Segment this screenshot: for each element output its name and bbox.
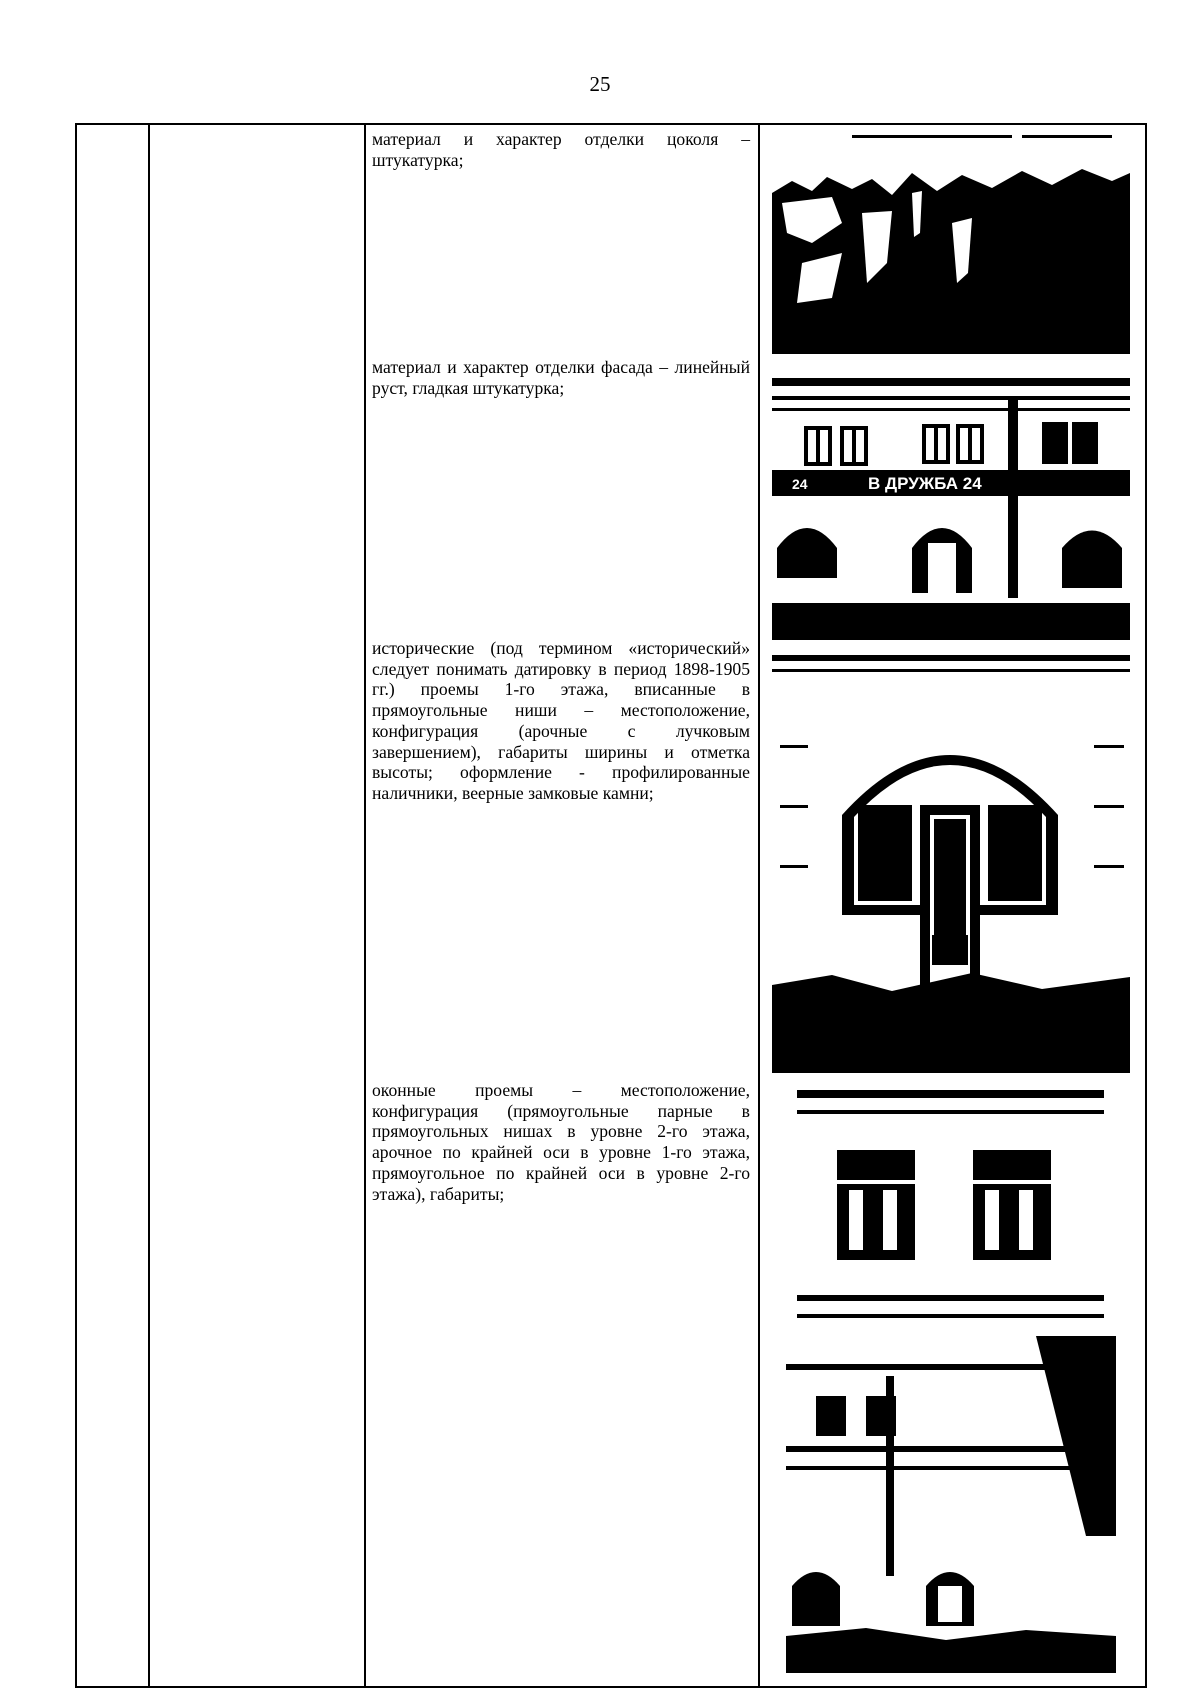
page-number: 25 [589, 72, 611, 96]
column-divider-2 [364, 125, 366, 1686]
paired-windows-photo [797, 1090, 1104, 1328]
monument-subject-table [75, 123, 1147, 1688]
column-divider-3 [758, 125, 760, 1686]
facade-photo [772, 378, 1130, 640]
corner-facade-photo [786, 1336, 1116, 1673]
facade-sign-text: В ДРУЖБА 24 [868, 474, 982, 493]
window-openings-text: оконные проемы – местоположение, конфигурация (прямоугольные парные в прямоугольных нишах в уровне 2-го этажа, арочное по крайней оси в уровне 1-го этажа, прямоугольное по крайней оси в уровне 2-го этажа), габариты; [372, 1080, 750, 1204]
historic-openings-text: исторические (под термином «исторический» следует понимать датировку в период 1898-1905 гг.) проемы 1-го этажа, вписанные в прямоугольные ниши – местоположение, конфигурация (арочные с лучковым завершением), габариты ширины и отметка высоты; оформление - профилированные наличники, веерные замковые камни; [372, 638, 750, 803]
facade-sign-fragment: 24 [792, 476, 808, 492]
plinth-finish-text: материал и характер отделки цоколя – штукатурка; [372, 129, 750, 170]
plinth-photo [772, 133, 1130, 354]
arched-opening-photo [772, 655, 1130, 1073]
facade-finish-text: материал и характер отделки фасада – линейный руст, гладкая штукатурка; [372, 357, 750, 398]
column-divider-1 [148, 125, 150, 1686]
